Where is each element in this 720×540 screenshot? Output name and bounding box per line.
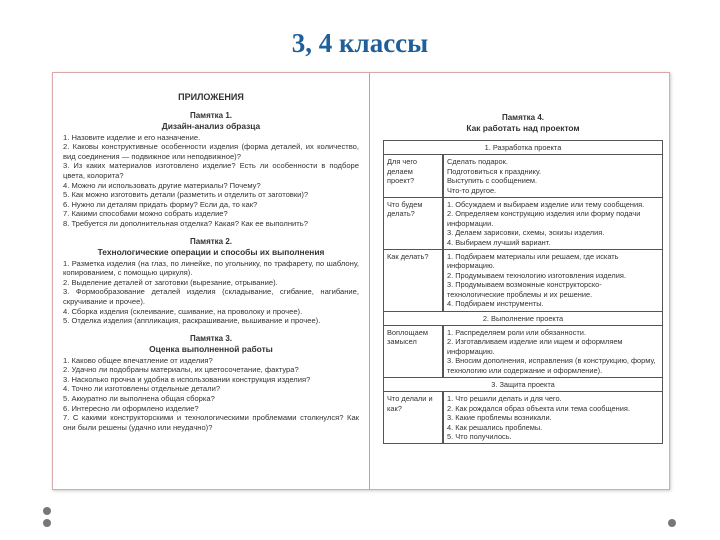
spacer	[63, 326, 359, 334]
answer-line: Сделать подарок.	[447, 157, 508, 167]
answer-line: 2. Продумываем технологию изготовления изделия.	[447, 270, 626, 280]
table-row	[384, 392, 663, 444]
memo-item: 8. Требуется ли дополнительная отделка? Какая? Как ее выполнить?	[63, 218, 308, 228]
memo-item: 4. Можно ли использовать другие материалы? Почему?	[63, 180, 261, 190]
answer-line: 1. Подбираем материалы или решаем, где искать информацию.	[447, 252, 619, 271]
answer-line: 4. Выбираем лучший вариант.	[447, 237, 551, 247]
answer-line: 2. Определяем конструкцию изделия или форму подачи информации.	[447, 209, 641, 228]
answer-line: 4. Как решались проблемы.	[447, 422, 543, 432]
memo-item: 3. Формообразование деталей изделия (складывание, сгибание, нагибание, скручивание и прочее).	[63, 287, 359, 306]
memo-item: 4. Сборка изделия (склеивание, сшивание, на проволоку и прочее).	[63, 306, 303, 316]
answer-line: 5. Что получилось.	[447, 431, 512, 441]
answer-line: 3. Вносим дополнения, исправления (в конструкцию, форму, технологию или содержание и оформление).	[447, 356, 656, 375]
answer-cell	[443, 155, 663, 198]
answer-line: Выступить с сообщением.	[447, 176, 538, 186]
memo-item: 5. Как можно изготовить детали (разметить и отделить от заготовки)?	[63, 190, 309, 200]
question-cell: Для чего делаем проект?	[384, 155, 444, 198]
section-header: 1. Разработка проекта	[384, 141, 663, 155]
section-row	[384, 141, 663, 155]
answer-cell	[443, 198, 663, 250]
memos	[63, 111, 359, 433]
memo-item: 3. Из каких материалов изготовлено изделие? Есть ли особенности в подборе цвета, колорита?	[63, 161, 359, 180]
answer-cell	[443, 392, 663, 444]
answer-line: 1. Что решили делать и для чего.	[447, 394, 562, 404]
answer-line: 1. Обсуждаем и выбираем изделие или тему сообщения.	[447, 200, 645, 210]
answer-line: 2. Изготавливаем изделие или ищем и оформляем информацию.	[447, 337, 623, 356]
memo-subtitle: Оценка выполненной работы	[149, 343, 273, 354]
answer-cell	[443, 250, 663, 311]
memo-item: 5. Отделка изделия (аппликация, раскрашивание, вышивание и прочее).	[63, 316, 321, 326]
memo-item: 2. Выделение деталей от заготовки (вырезание, отрывание).	[63, 277, 278, 287]
slide-title: 3, 4 классы	[291, 28, 429, 58]
table-row	[384, 155, 663, 198]
memo-subtitle: Дизайн-анализ образца	[161, 120, 261, 131]
answer-line: Что-то другое.	[447, 185, 497, 195]
question-cell: Что будем делать?	[384, 198, 444, 250]
answer-line: 3. Какие проблемы возникали.	[447, 413, 552, 423]
spacer	[63, 229, 359, 237]
document-scan	[52, 72, 670, 490]
memo-title: Памятка 1.	[189, 110, 233, 120]
question-cell: Воплощаем замысел	[384, 325, 444, 377]
memo-item: 5. Аккуратно ли выполнена общая сборка?	[63, 394, 215, 404]
answer-line: 2. Как рождался образ объекта или тема сообщения.	[447, 403, 630, 413]
memo-title: Памятка 2.	[189, 236, 233, 246]
left-column	[63, 93, 359, 432]
question-cell: Как делать?	[384, 250, 444, 311]
table-row	[384, 250, 663, 311]
section-header: 2. Выполнение проекта	[384, 311, 663, 325]
answer-line: 4. Подбираем инструменты.	[447, 299, 544, 309]
column-divider	[369, 73, 370, 489]
answer-line: 1. Распределяем роли или обязанности.	[447, 327, 586, 337]
memo4-subtitle: Как работать над проектом	[466, 123, 580, 133]
answer-line: 3. Делаем зарисовки, схемы, эскизы изделия.	[447, 228, 605, 238]
project-table	[383, 140, 663, 444]
answer-line: Подготовиться к празднику.	[447, 166, 542, 176]
memo-item: 2. Каковы конструктивные особенности изделия (форма деталей, их количество, вид соединения — подвижное или неподвижное)?	[63, 142, 359, 161]
memo-item: 3. Насколько прочна и удобна в использовании конструкция изделия?	[63, 374, 311, 384]
answer-line: 3. Продумываем возможные конструкторско-технологические проблемы и их решение.	[447, 280, 602, 299]
section-header: 3. Защита проекта	[384, 377, 663, 391]
table-row	[384, 325, 663, 377]
memo-item: 4. Точно ли изготовлены отдельные детали?	[63, 384, 221, 394]
table-row	[384, 198, 663, 250]
nav-dot	[43, 519, 51, 527]
memo-item: 1. Каково общее впечатление от изделия?	[63, 355, 213, 365]
memo-item: 1. Назовите изделие и его назначение.	[63, 132, 201, 142]
memo-item: 6. Интересно ли оформлено изделие?	[63, 403, 199, 413]
appendix-heading: ПРИЛОЖЕНИЯ	[178, 92, 244, 102]
memo-subtitle: Технологические операции и способы их выполнения	[97, 246, 325, 257]
memo4-title: Памятка 4.	[501, 113, 545, 122]
nav-dot	[43, 507, 51, 515]
nav-dot	[668, 519, 676, 527]
section-row	[384, 377, 663, 391]
answer-cell	[443, 325, 663, 377]
memo-title: Памятка 3.	[189, 333, 233, 343]
question-cell: Что делали и как?	[384, 392, 444, 444]
memo-item: 7. Какими способами можно собрать изделие?	[63, 209, 228, 219]
memo-item: 7. С какими конструкторскими и технологическими проблемами столкнулся? Как они были решены (удачно или неудачно)?	[63, 413, 359, 432]
section-row	[384, 311, 663, 325]
right-column	[383, 113, 663, 444]
memo-item: 1. Разметка изделия (на глаз, по линейке, по угольнику, по трафарету, по шаблону, копированием, с помощью циркуля).	[63, 258, 359, 278]
memo-item: 6. Нужно ли деталям придать форму? Если да, то как?	[63, 199, 258, 209]
memo-item: 2. Удачно ли подобраны материалы, их цветосочетание, фактура?	[63, 365, 299, 375]
